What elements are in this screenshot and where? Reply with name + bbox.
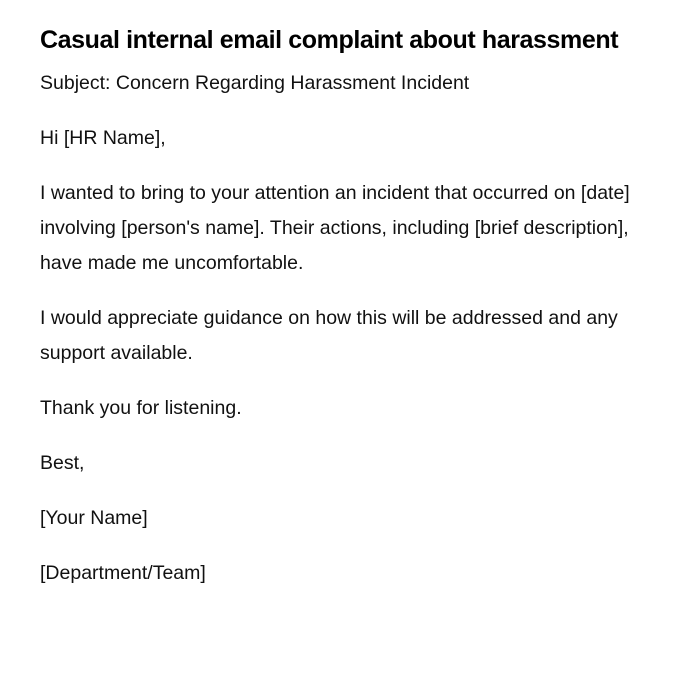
email-closing: Best, — [40, 452, 85, 474]
signature-department: [Department/Team] — [40, 562, 206, 584]
email-document — [40, 18, 650, 611]
email-subject: Subject: Concern Regarding Harassment Incident — [40, 72, 470, 94]
document-title: Casual internal email complaint about harassment — [40, 26, 619, 54]
email-body-paragraph-2: I would appreciate guidance on how this will be addressed and any support available. — [40, 307, 618, 364]
email-thanks: Thank you for listening. — [40, 397, 242, 419]
signature-name: [Your Name] — [40, 507, 148, 529]
email-greeting: Hi [HR Name], — [40, 127, 166, 149]
email-body-paragraph-1: I wanted to bring to your attention an incident that occurred on [date] involving [person's name]. Their actions, including [brief description], have made me uncomfortable. — [40, 182, 630, 274]
